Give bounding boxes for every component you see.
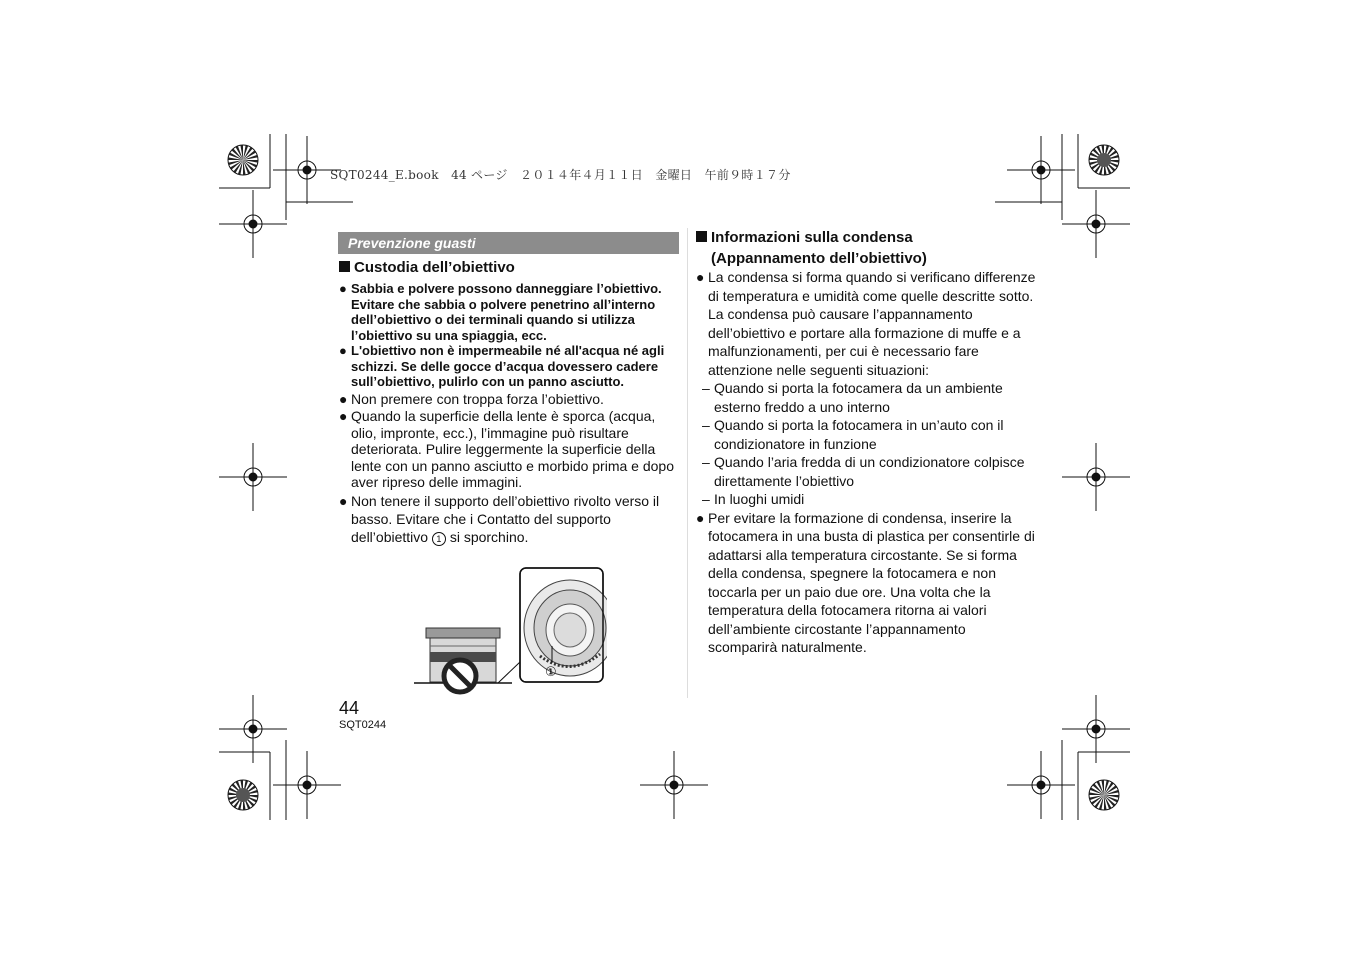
starburst-registration-icon: [228, 145, 258, 175]
dash-item: – Quando l’aria fredda di un condizionatore colpisce direttamente l’obiettivo: [702, 454, 1025, 489]
list-item: ● Quando la superficie della lente è sporca (acqua, olio, impronte, ecc.), l’immagine può risultare deteriorata. Pulire leggermente la superficie della lente con un panno asciutto e morbido prima e dopo aver ripreso delle immagini.: [339, 408, 674, 490]
page-number: 44: [339, 698, 360, 718]
starburst-registration-icon: [228, 780, 258, 810]
figure-callout: ①: [545, 665, 557, 680]
crosshair-target-icon: [219, 190, 287, 258]
callout-number: 1: [432, 532, 446, 546]
file-header: SQT0244_E.book 44 ページ ２０１４年４月１１日 金曜日 午前９時１７分: [330, 168, 791, 182]
square-bullet-icon: [696, 231, 707, 242]
right-column: [696, 268, 1036, 657]
crosshair-target-icon: [1007, 136, 1075, 204]
document-code: SQT0244: [339, 719, 387, 731]
condensation-heading: Informazioni sulla condensa (Appannamento dell’obiettivo): [696, 227, 927, 269]
starburst-registration-icon: [1089, 780, 1119, 810]
square-bullet-icon: [339, 261, 350, 272]
crosshair-target-icon: [640, 751, 708, 819]
starburst-registration-icon: [1089, 145, 1119, 175]
crosshair-target-icon: [1062, 443, 1130, 511]
list-item: ● Non premere con troppa forza l’obiettivo.: [339, 390, 604, 407]
dash-item: – In luoghi umidi: [702, 491, 805, 507]
column-divider: [687, 228, 688, 698]
lens-illustration: [412, 566, 607, 696]
list-item: ● Non tenere il supporto dell’obiettivo rivolto verso il basso. Evitare che i Contatto del supporto dell’obiettivo 1 si sporchino.: [339, 492, 660, 545]
list-item: ● Sabbia e polvere possono danneggiare l’obiettivo. Evitare che sabbia o polvere penetrino all’interno dell’obiettivo o dei terminali quando si utilizza l’obiettivo su una spiaggia, ecc.: [339, 281, 662, 343]
crosshair-target-icon: [1062, 190, 1130, 258]
crosshair-target-icon: [273, 751, 341, 819]
list-item: ● La condensa si forma quando si verificano differenze di temperatura e umidità come quelle descritte sotto. La condensa può causare l’appannamento dell’obiettivo e portare alla formazione di muffe e a malfunzionamenti, per cui è necessario fare attenzione nelle seguenti situazioni:: [696, 269, 1036, 378]
crosshair-target-icon: [1007, 751, 1075, 819]
list-item: ● Per evitare la formazione di condensa, inserire la fotocamera in una busta di plastica per consentirle di adattarsi alla temperatura circostante. Se si forma della condensa, spegnere la fotocamera e non toccarla per un paio due ore. Una volta che la temperatura della fotocamera ritorna ai valori dell’ambiente circostante l’appannamento scomparirà naturalmente.: [696, 509, 1035, 655]
crosshair-target-icon: [219, 443, 287, 511]
list-item: ● L'obiettivo non è impermeabile né all'acqua né agli schizzi. Se delle gocce d’acqua dovessero cadere sull’obiettivo, pulirlo con un panno asciutto.: [339, 343, 665, 389]
dash-item: – Quando si porta la fotocamera in un’auto con il condizionatore in funzione: [702, 417, 1004, 452]
dash-item: – Quando si porta la fotocamera da un ambiente esterno freddo a uno interno: [702, 380, 1003, 415]
crosshair-target-icon: [1062, 695, 1130, 763]
crosshair-target-icon: [219, 695, 287, 763]
lens-case-heading: Custodia dell’obiettivo: [339, 259, 515, 276]
left-column: [339, 281, 679, 546]
section-title: Prevenzione guasti: [338, 232, 679, 254]
